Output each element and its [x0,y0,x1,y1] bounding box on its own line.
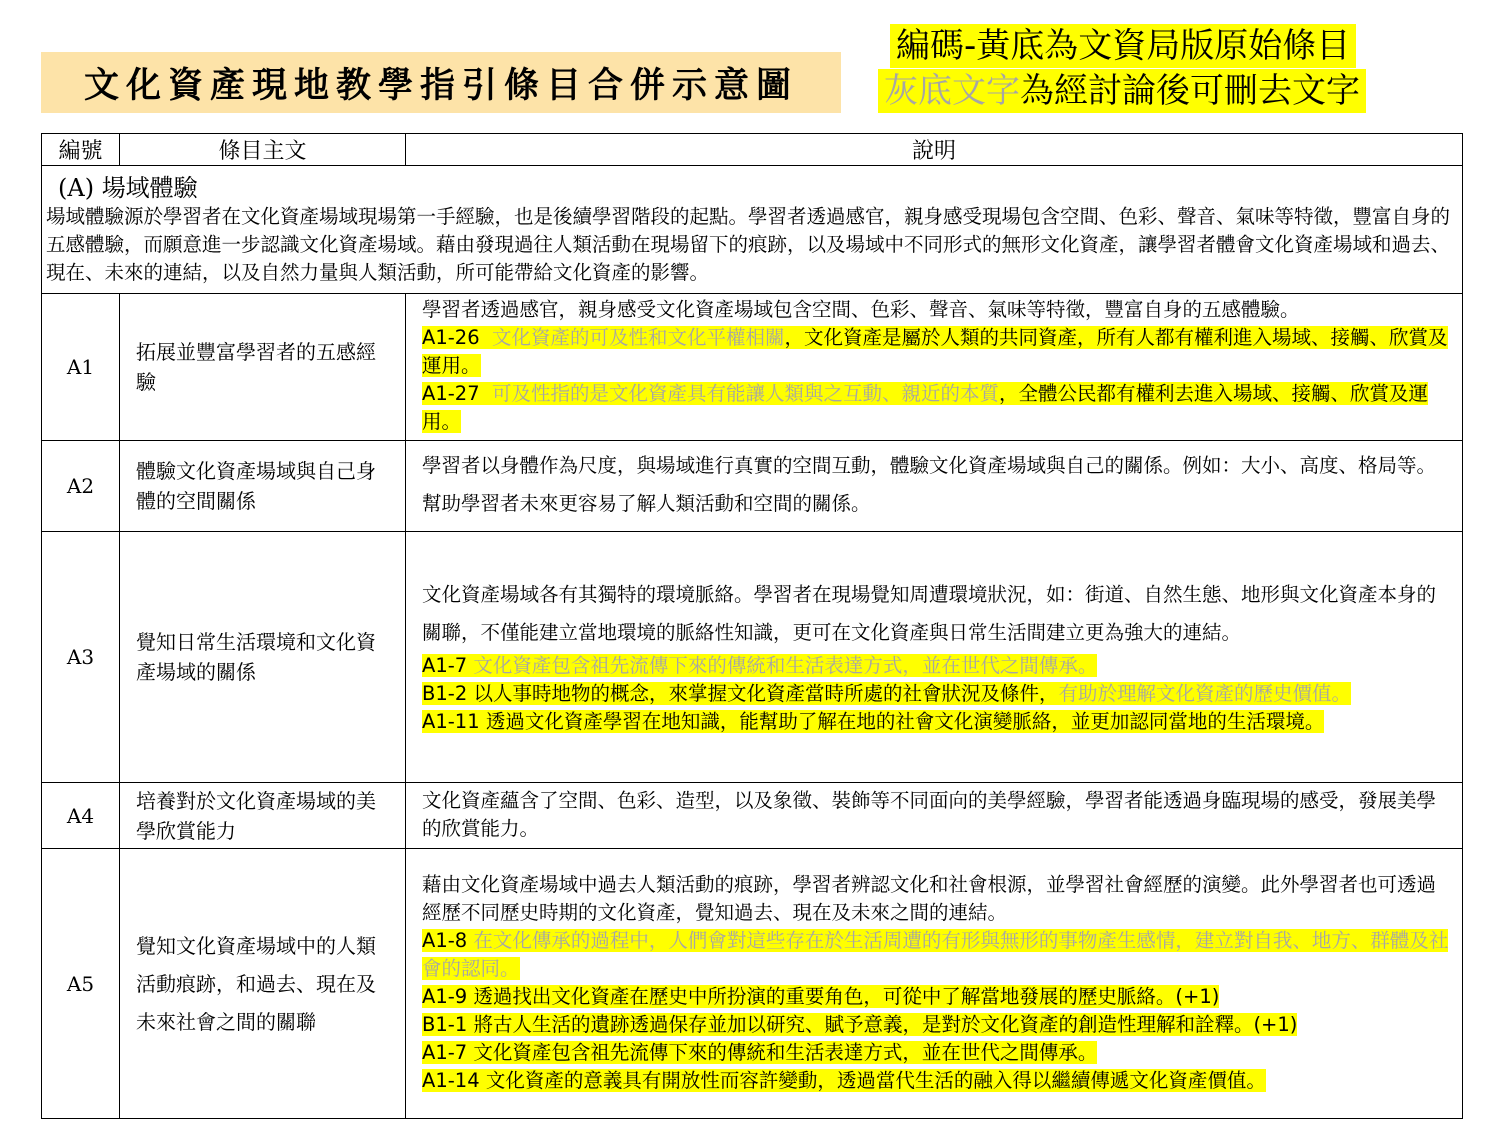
legend [878,24,1408,113]
entry-code: A1-7 [422,654,468,677]
section-heading: (A) 場域體驗 [58,174,198,202]
table-header-row [42,134,1463,166]
row-intro: 學習者透過感官，親身感受文化資產場域包含空間、色彩、聲音、氣味等特徵，豐富自身的五感體驗。 [422,298,1300,321]
entry-grey-text: 文化資產包含祖先流傳下來的傳統和生活表達方式，並在世代之間傳承。 [473,654,1098,677]
legend-yellow-note: 編碼-黃底為文資局版原始條目 [890,24,1356,68]
row-description [406,849,1463,1119]
row-id: A3 [42,532,120,783]
entry-text: 將古人生活的遺跡透過保存並加以研究、賦予意義，是對於文化資產的創造性理解和詮釋。(+1) [473,1012,1298,1036]
entry-text: ，文化資產是屬於人類的共同資產，所有人都有權利進入場域、接觸、欣賞及運用。 [422,326,1448,377]
entry-A1-7 [422,1041,1097,1064]
row-description [406,441,1463,532]
section-description: 場域體驗源於學習者在文化資產場域現場第一手經驗，也是後續學習階段的起點。學習者透過感官，親身感受現場包含空間、色彩、聲音、氣味等特徵，豐富自身的五感體驗，而願意進一步認識文化資產場域。藉由發現過往人類活動在現場留下的痕跡，以及場域中不同形式的無形文化資產，讓學習者體會文化資產場域和過去、現在、未來的連結，以及自然力量與人類活動，所可能帶給文化資產的影響。 [46,205,1451,284]
row-description [406,532,1463,783]
guideline-table [41,133,1463,1119]
entry-code: A1-8 [422,928,468,952]
row-item: 培養對於文化資產場域的美學欣賞能力 [120,783,406,849]
entry-B1-1 [422,1013,1297,1036]
entry-code: A1-9 [422,984,468,1008]
entry-A1-27 [422,382,1428,433]
entry-code: A1-27 [422,382,480,405]
header-desc: 說明 [406,134,1463,166]
row-intro: 文化資產場域各有其獨特的環境脈絡。學習者在現場覺知周遭環境狀況，如：街道、自然生態、地形與文化資產本身的關聯，不僅能建立當地環境的脈絡性知識，更可在文化資產與日常生活間建立更為強大的連結。 [422,583,1437,644]
entry-grey-text: 有助於理解文化資產的歷史價值。 [1058,682,1351,705]
table-row [42,441,1463,532]
entry-A1-11 [422,710,1324,733]
entry-A1-26 [422,326,1448,377]
entry-code: B1-1 [422,1012,468,1036]
row-id: A2 [42,441,120,532]
row-item: 覺知日常生活環境和文化資產場域的關係 [120,532,406,783]
entry-text: 以人事時地物的概念，來掌握文化資產當時所處的社會狀況及條件， [473,682,1059,705]
entry-A1-9 [422,985,1219,1008]
entry-A1-14 [422,1069,1266,1092]
entry-text: 透過文化資產學習在地知識，能幫助了解在地的社會文化演變脈絡，並更加認同當地的生活環境。 [485,710,1325,733]
entry-grey-text: 文化資產的可及性和文化平權相關 [492,326,785,349]
entry-text: 透過找出文化資產在歷史中所扮演的重要角色，可從中了解當地發展的歷史脈絡。(+1) [473,984,1220,1008]
row-item: 體驗文化資產場域與自己身體的空間關係 [120,441,406,532]
entry-code: A1-7 [422,1040,468,1064]
entry-text: 文化資產的意義具有開放性而容許變動，透過當代生活的融入得以繼續傳遞文化資產價值。 [485,1068,1266,1092]
table-row [42,849,1463,1119]
row-id: A4 [42,783,120,849]
row-id: A5 [42,849,120,1119]
row-intro: 學習者以身體作為尺度，與場域進行真實的空間互動，體驗文化資產場域與自己的關係。例如：大小、高度、格局等。幫助學習者未來更容易了解人類活動和空間的關係。 [422,454,1437,515]
row-intro: 文化資產蘊含了空間、色彩、造型，以及象徵、裝飾等不同面向的美學經驗，學習者能透過身臨現場的感受，發展美學的欣賞能力。 [422,788,1437,840]
row-item: 拓展並豐富學習者的五感經驗 [120,294,406,441]
table-row [42,294,1463,441]
entry-text: 文化資產包含祖先流傳下來的傳統和生活表達方式，並在世代之間傳承。 [473,1040,1098,1064]
entry-A1-8 [422,929,1448,980]
row-description [406,294,1463,441]
row-intro: 藉由文化資產場域中過去人類活動的痕跡，學習者辨認文化和社會根源，並學習社會經歷的演變。此外學習者也可透過經歷不同歷史時期的文化資產，覺知過去、現在及未來之間的連結。 [422,872,1437,924]
entry-code: A1-26 [422,326,480,349]
section-row [42,166,1463,294]
header-id: 編號 [42,134,120,166]
row-description [406,783,1463,849]
entry-grey-text: 在文化傳承的過程中，人們會對這些存在於生活周遭的有形與無形的事物產生感情，建立對自我、地方、群體及社會的認同。 [422,928,1449,980]
legend-grey-sample: 灰底文字 [884,71,1020,111]
legend-grey-note [878,69,1366,113]
entry-code: B1-2 [422,682,468,705]
entry-code: A1-11 [422,710,480,733]
entry-A1-7 [422,654,1097,677]
entry-text: ，全體公民都有權利去進入場域、接觸、欣賞及運用。 [422,382,1429,433]
row-item: 覺知文化資產場域中的人類活動痕跡，和過去、現在及未來社會之間的關聯 [120,849,406,1119]
table-row [42,783,1463,849]
page-title: 文化資產現地教學指引條目合併示意圖 [41,52,841,113]
entry-grey-text: 可及性指的是文化資產具有能讓人類與之互動、親近的本質 [492,382,1000,405]
entry-code: A1-14 [422,1068,480,1092]
row-id: A1 [42,294,120,441]
header-item: 條目主文 [120,134,406,166]
table-row [42,532,1463,783]
entry-B1-2 [422,682,1351,705]
legend-grey-explanation: 為經討論後可刪去文字 [1020,71,1360,111]
